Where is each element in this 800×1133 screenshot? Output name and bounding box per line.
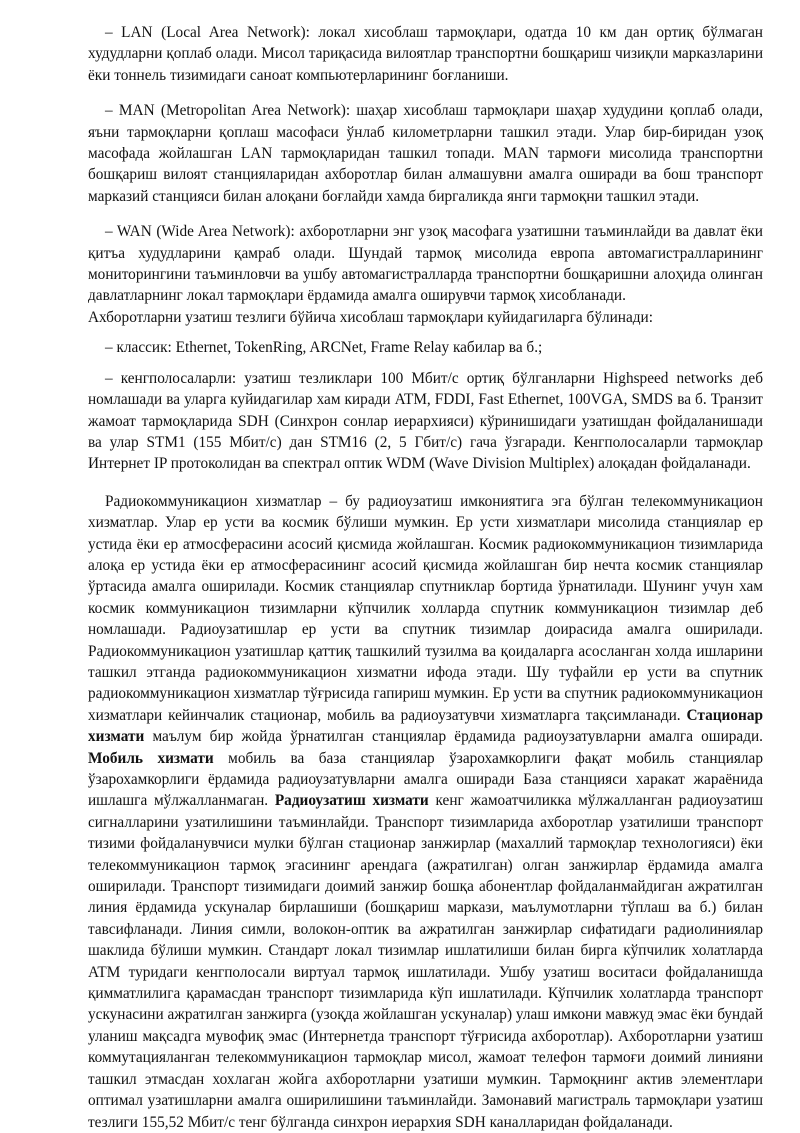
- document-page: [88, 22, 763, 1133]
- radio-text-2: маълум бир жойда ўрнатилган станциялар ёрдамида радиоузатувларни амалга оширади.: [152, 728, 763, 746]
- radio-text-3: мобиль ва база станциялар ўзарохамкорлиги фақат мобиль станциялар ўзарохамкорлиги ёрдамида радиоузатувларни амалга оширади База станцияси харакат жараёнида ишлашга мўлжалланмаган.: [88, 749, 763, 810]
- paragraph-classic: – классик: Ethernet, TokenRing, ARCNet, Frame Relay кабилар ва б.;: [105, 339, 543, 357]
- paragraph-man: – MAN (Metropolitan Area Network): шаҳар хисоблаш тармоқлари шаҳар худудини қоплаб олади, яъни тармоқларни қоплаш масофаси ўнлаб километрларни ташкил этади. Улар бир-биридан узоқ масофада жойлашган LAN тармоқларидан ташкил топади. MAN тармоғи мисолида транспортни бошқариш вилоят станцияларидан ахборотлар билан алмашувни амалга оширади ва бош транспорт марказий станцияси билан алоқани боғлайди хамда биргаликда янги тармоқни ташкил этади.: [88, 102, 763, 205]
- stationary-service-term: Стационар хизмати: [88, 706, 763, 746]
- paragraph-speed-intro: Ахборотларни узатиш тезлиги бўйича хисоблаш тармоқлари куйидагиларга бўлинади:: [88, 308, 653, 326]
- paragraph-wan: – WAN (Wide Area Network): ахборотларни энг узоқ масофага узатишни таъминлайди ва давлат ёки қитъа худудларини қамраб олади. Шундай тармоқ мисолида европа автомагистралларининг мониторингини таъминловчи ва ушбу автомагистралларда транспортни бошқаришни алоҳида олинган давлатларнинг локал тармоқлари ёрдамида амалга оширувчи тармоқ хисобланади.: [88, 223, 763, 305]
- paragraph-lan: – LAN (Local Area Network): локал хисоблаш тармоқлари, одатда 10 км дан ортиқ бўлмаган худудларни қоплаб олади. Мисол тариқасида вилоятлар транспортни бошқариш чизиқли марказларини ёки тоннель тизимидаги саноат компьютерларининг боғланиши.: [88, 24, 763, 84]
- radio-text-1: Радиокоммуникацион хизматлар – бу радиоузатиш имкониятига эга бўлган телекоммуникацион хизматлар. Улар ер усти ва космик бўлиши мумкин. Ер усти хизматлари мисолида станциялар ер устида ёки ер атмосферасини асосий қисмида жойлашган. Космик радиокоммуникацион тизимларида алоқа ер устида ёки ер атмосферасининг асосий қисмида жойлашган бир нечта космик станциялар ўртасида амалга оширилади. Космик станциялар спутниклар бортида ўрнатилади. Шунинг учун хам космик коммуникацион тизимларни кўпчилик холларда спутник коммуникацион тизимлар деб номлашади. Радиоузатишлар ер усти ва спутник тизимлар доирасида амалга оширилади. Радиокоммуникацион узатишлар қаттиқ ташкилий тузилма ва қоидаларга асосланган холда ишларини ташкил этганда радиокоммуникацион хизматни ифода этади. Шу туфайли ер усти ва спутник радиокоммуникацион хизматлар тўғрисида гапириш мумкин. Ер усти ва спутник радиокоммуникацион хизматлари кейинчалик стационар, мобиль ва радиоузатувчи хизматларга тақсимланади.: [88, 492, 763, 724]
- mobile-service-term: Мобиль хизмати: [88, 749, 214, 767]
- broadcast-service-term: Радиоузатиш хизмати: [274, 792, 429, 810]
- paragraph-radio: [88, 491, 763, 1133]
- radio-text-4: кенг жамоатчиликка мўлжалланган радиоузатиш сигналларини узатилишини таъминлайди. Транспорт тизимларида ахборотлар узатилиши транспорт тизими фойдаланувчиси мулки бўлган стационар занжирлар (махаллий тармоқлар технологияси) ёки телекоммуникацион тармоқ эгасининг арендага (ажратилган) олган занжирлар ёрдамида амалга оширилади. Транспорт тизимидаги доимий занжир бошқа абонентлар фойдаланмайдиган ажратилган линия ёрдамида ускуналар бирлашиши (бошқариш маркази, маълумотларни тўплаш ва б.) билан тавсифланади. Линия симли, волокон-оптик ва ажратилган занжирлар сифатидаги радиолиниялар шаклида бўлиши мумкин. Стандарт локал тизимлар ишлатилиши билан бирга кўпчилик холатларда ATM туридаги кенгполосали виртуал тармоқ ишлатилади. Ушбу узатиш воситаси фойдаланишда қимматлилига қарамасдан транспорт тизимларида кўп ишлатилади. Кўпчилик холатларда транспорт ускунасини ажратилган занжирга (узоқда жойлашган ускуналар) улаш имкони мавжуд эмас ёки бундай уланиш мақсадга мувофиқ эмас (Интернетда транспорт тўғрисида ахборотлар). Ахборотларни узатиш коммутацияланган телекоммуникацион тармоқлар мисол, жамоат телефон тармоғи доимий линияни ташкил этмасдан хохлаган жойга ахборотларни узатиши мумкин. Тармоқнинг актив элементлари оптимал узатишларни амалга оширилишини таъминлайди. Замонавий магистраль тармоқлари узатиш тезлиги 155,52 Мбит/с тенг бўлганда синхрон иерархия SDH каналларидан фойдаланади.: [88, 792, 763, 1131]
- paragraph-broadband: – кенгполосаларли: узатиш тезликлари 100 Мбит/с ортиқ бўлганларни Highspeed networks деб номлашади ва уларга куйидагилар хам киради ATM, FDDI, Fast Ethernet, 100VGA, SMDS ва б. Транзит жамоат тармоқларида SDH (Синхрон сонлар иерархияси) кўринишидаги узатишдан фойдаланишади ва улар STM1 (155 Мбит/с) дан STM16 (2, 5 Гбит/с) гача ўзгаради. Кенгполосаларли тармоқлар Интернет IP протоколидан ва спектрал оптик WDM (Wave Division Multiplex) алоқадан фойдаланади.: [88, 369, 763, 473]
